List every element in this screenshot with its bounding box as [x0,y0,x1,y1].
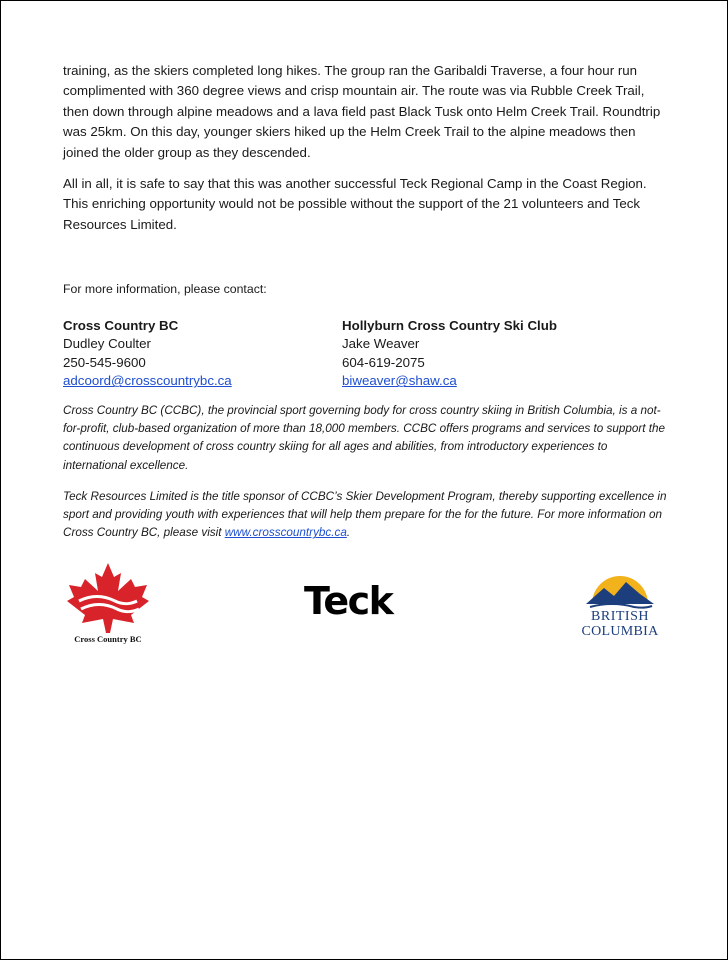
contact-phone: 604-619-2075 [342,354,425,370]
contact-hollyburn [342,317,557,391]
body-paragraph-training: training, as the skiers completed long hikes. The group ran the Garibaldi Traverse, a four hour run complimented with 360 degree views and crisp mountain air. The route was via Rubble Creek Trail, then down through alpine meadows and a lava field past Black Tusk onto Helm Creek Trail. Roundtrip was 25km. On this day, younger skiers hiked up the Helm Creek Trail to the alpine meadows then joined the older group as they descended. [63,63,661,160]
maple-leaf-icon [63,561,153,635]
contact-name: Dudley Coulter [63,336,151,352]
contact-phone: 250-545-9600 [63,354,146,370]
logo-caption: Cross Country BC [74,634,142,644]
about-teck-text: Teck Resources Limited is the title sponsor of CCBC’s Skier Development Program, thereby supporting excellence in sport and providing youth with experiences that will help them prepare for the for the future. For more information on Cross Country BC, please visit [63,490,667,540]
contact-intro: For more information, please contact: [63,282,267,296]
body-paragraph-summary: All in all, it is safe to say that this was another successful Teck Regional Camp in the Coast Region. This enriching opportunity would not be possible without the support of the 21 volunteers and Teck Resources Limited. [63,176,647,232]
contact-org: Cross Country BC [63,318,179,333]
logo-text-british: BRITISH [591,609,649,624]
logo-text-columbia: COLUMBIA [581,624,659,639]
cross-country-bc-logo [63,561,153,651]
website-link[interactable]: www.crosscountrybc.ca [224,526,347,540]
british-columbia-logo [574,564,666,646]
contact-org: Hollyburn Cross Country Ski Club [342,318,557,333]
about-teck-paragraph [63,488,668,543]
teck-logo: Teck [304,579,393,623]
bc-sun-mountain-icon [574,564,666,610]
contact-email-link[interactable]: adcoord@crosscountrybc.ca [63,373,232,389]
about-teck-period: . [346,526,351,540]
about-ccbc-paragraph: Cross Country BC (CCBC), the provincial sport governing body for cross country skiing in British Columbia, is a not-for-profit, club-based organization of more than 18,000 members. CCBC offers programs and services to support the continuous development of cross country skiing for all ages and abilities, from introductory experiences to international excellence. [63,404,665,472]
contact-name: Jake Weaver [342,336,420,352]
contact-cross-country-bc [63,317,232,391]
contact-email-link[interactable]: biweaver@shaw.ca [342,373,457,389]
